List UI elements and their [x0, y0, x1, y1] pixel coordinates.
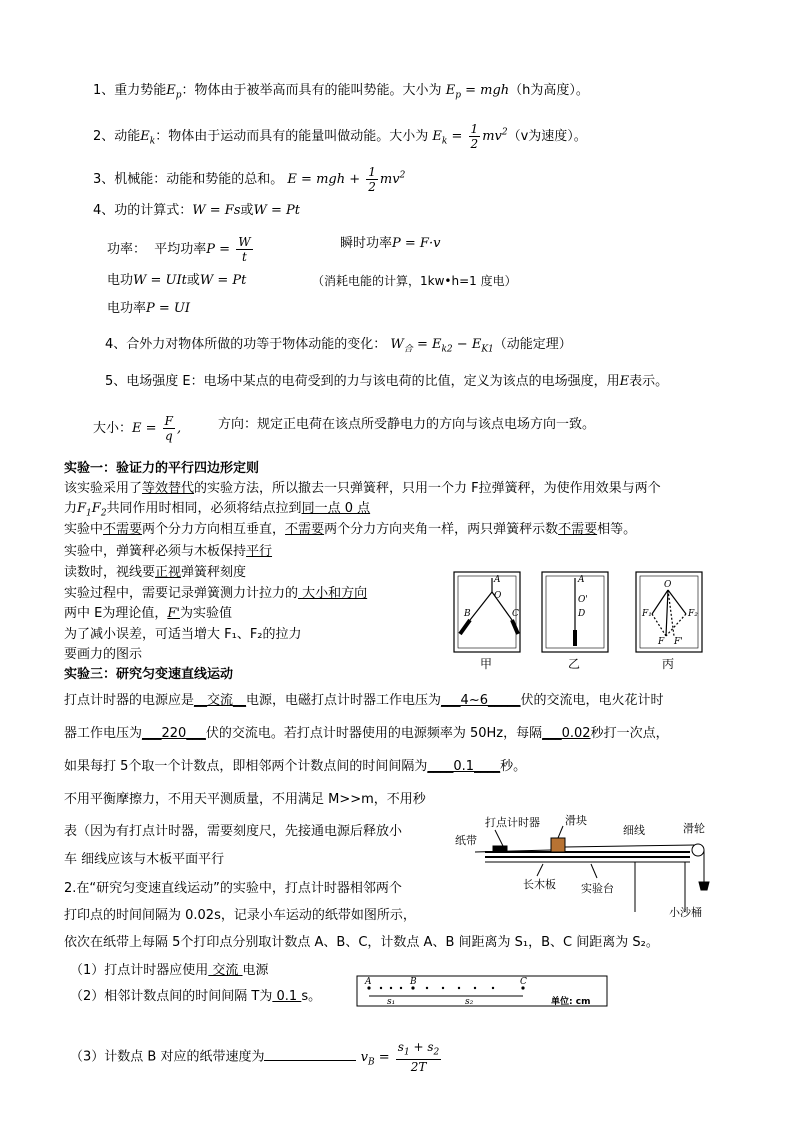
apparatus-figure: [455, 812, 723, 924]
exp3-p5: 表（因为有打点计时器，需要刻度尺，先接通电源后释放小: [64, 824, 403, 839]
tape-label-b: B: [410, 977, 417, 987]
exp3-q2c: 依次在纸带上每隔 5个打印点分别取计数点 A、B、C，计数点 A、B 间距离为 S₁，B、C 间距离为 S₂。: [64, 935, 659, 950]
elec-work-note: （消耗电能的计算，1kw•h=1 度电）: [312, 274, 517, 288]
fig-label-jia: 甲: [480, 657, 493, 670]
svg-text:F: F: [658, 637, 665, 647]
exp1-line5: 读数时，视线要正视弹簧秤刻度: [64, 565, 247, 580]
item-work: 4、功的计算式：W = Fs或W = Pt: [93, 203, 301, 218]
svg-text:B: B: [464, 609, 471, 619]
exp1-line2: 力$F_1F_2$共同作用时相同，必须将结点拉到同一点 0 点: [64, 501, 371, 519]
svg-text:F₂: F₂: [688, 609, 698, 619]
exp3-q2a: 2.在“研究匀变速直线运动”的实验中，打点计时器相邻两个: [64, 881, 402, 896]
item-work-energy: 4、合外力对物体所做的功等于物体动能的变化： $W_合 = E_{k2} - E_{K1}$（动能定理）: [105, 337, 572, 355]
parallelogram-figures: [452, 570, 707, 670]
item-power: 功率： 平均功率P = $\frac{W}{t}$: [107, 235, 251, 264]
label-table: 实验台: [581, 882, 614, 895]
exp3-sub3: （3）计数点 B 对应的纸带速度为 $v_B$ = $\frac{s_1 + s_2}{2T}$: [70, 1040, 440, 1075]
exp3-p2: 器工作电压为___220___伏的交流电。若打点计时器使用的电源频率为 50Hz，每隔___0.02秒打一次点，: [64, 726, 669, 741]
tape-label-s1: s₁: [387, 997, 396, 1007]
label-bucket: 小沙桶: [669, 906, 702, 919]
label-pulley: 滑轮: [683, 822, 705, 835]
svg-text:F': F': [674, 637, 683, 647]
exp3-sub2: （2）相邻计数点间的时间间隔 T为 0.1 s。: [70, 989, 322, 1004]
exp3-sub1: （1）打点计时器应使用 交流 电源: [70, 963, 269, 978]
item-elec-power: 电功率P = UI: [107, 301, 191, 316]
item-elec-work: 电功W = UIt或W = Pt: [107, 273, 247, 288]
svg-text:C: C: [512, 609, 519, 619]
tape-label-a: A: [365, 977, 372, 987]
svg-text:O: O: [664, 580, 672, 590]
exp1-line4: 实验中，弹簧秤必须与木板保持平行: [64, 544, 273, 559]
item-mech-e: 3、机械能：动能和势能的总和。 E = mgh + $\frac{1}{2}$ $mv^2$: [93, 165, 406, 194]
exp3-p3: 如果每打 5个取一个计数点，即相邻两个计数点间的时间间隔为____0.1____秒。: [64, 759, 527, 774]
exp1-line3: 实验中不需要两个分力方向相互垂直，不需要两个分力方向夹角一样，两只弹簧秤示数不需要相等。: [64, 522, 637, 537]
exp3-p6: 车 细线应该与木板平面平行: [64, 852, 225, 867]
svg-text:A: A: [494, 575, 501, 585]
exp1-line7: 两中 E为理论值，F'为实验值: [64, 606, 232, 621]
item-gravity-pe: 1、重力势能$E_p$：物体由于被举高而具有的能叫势能。大小为 $E_p = mgh(h$为高度）。: [93, 83, 589, 101]
label-timer: 打点计时器: [485, 816, 540, 829]
tape-unit: 单位: cm: [551, 997, 591, 1007]
label-board: 长木板: [523, 878, 556, 891]
label-slider: 滑块: [565, 814, 587, 827]
svg-text:A: A: [578, 575, 585, 585]
tape-label-c: C: [520, 977, 527, 987]
fig-label-bing: 丙: [662, 657, 675, 670]
exp3-p1: 打点计时器的电源应是__交流__电源，电磁打点计时器工作电压为___4~6_____伏的交流电，电火花计时: [64, 693, 664, 708]
label-tape: 纸带: [455, 834, 477, 847]
exp1-line9: 要画力的图示: [64, 647, 143, 662]
exp1-title: 实验一：验证力的平行四边形定则: [64, 461, 260, 476]
tape-label-s2: s₂: [465, 997, 474, 1007]
item-kinetic-e: 2、动能$E_k$：物体由于运动而具有的能量叫做动能。大小为 $E_k$ = $\frac{1}{2}$ $mv^2(v$为速度）。: [93, 122, 587, 151]
svg-text:O: O: [494, 591, 502, 601]
item-field-size: 大小：E = $\frac{F}{q}$ ,: [93, 414, 182, 443]
exp3-p4: 不用平衡摩擦力，不用天平测质量，不用满足 M>>m，不用秒: [64, 792, 426, 807]
item-field-dir: 方向：规定正电荷在该点所受静电力的方向与该点电场方向一致。: [218, 417, 596, 432]
exp1-line8: 为了减小误差，可适当增大 F₁、F₂的拉力: [64, 627, 302, 642]
label-string: 细线: [623, 824, 645, 837]
exp1-line6: 实验过程中，需要记录弹簧测力计拉力的 大小和方向: [64, 586, 368, 601]
exp3-q2b: 打印点的时间间隔为 0.02s，记录小车运动的纸带如图所示，: [64, 908, 416, 923]
svg-text:D: D: [578, 609, 586, 619]
svg-text:F₁: F₁: [642, 609, 652, 619]
tape-figure: [355, 972, 611, 1010]
item-inst-power: 瞬时功率P = F·v: [340, 236, 441, 251]
exp1-line1: 该实验采用了等效替代的实验方法，所以撤去一只弹簧秤，只用一个力 F拉弹簧秤，为使作用效果与两个: [64, 481, 661, 496]
svg-text:O': O': [578, 595, 588, 605]
fig-label-yi: 乙: [568, 657, 581, 670]
item-field: 5、电场强度 E：电场中某点的电荷受到的力与该电荷的比值，定义为该点的电场强度，用E表示。: [105, 374, 669, 389]
exp3-title: 实验三：研究匀变速直线运动: [64, 667, 234, 682]
